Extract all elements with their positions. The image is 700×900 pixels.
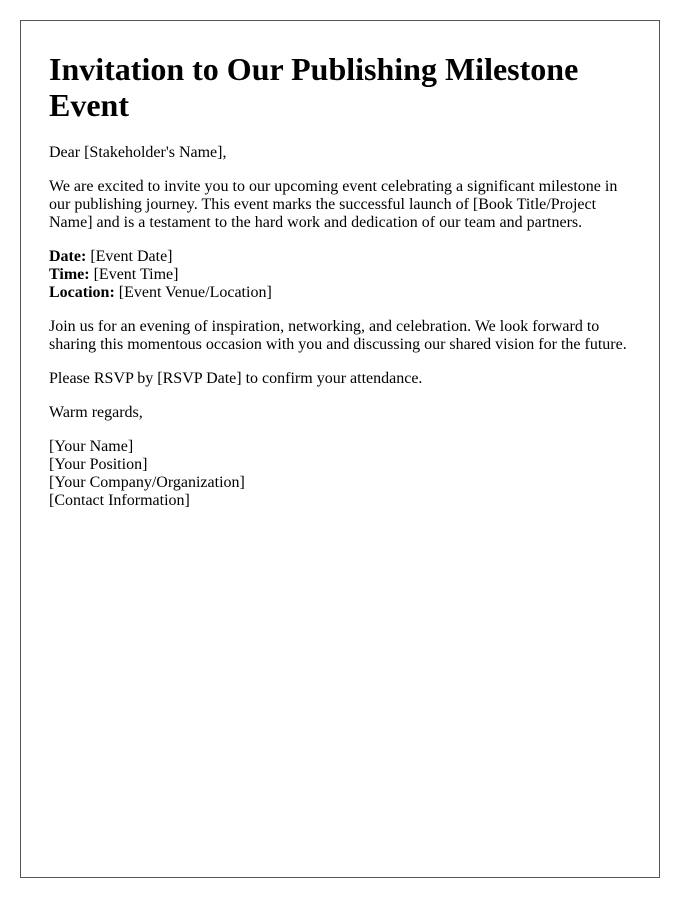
time-label: Time: — [49, 266, 90, 283]
signature-organization: [Your Company/Organization] — [49, 474, 245, 491]
rsvp-paragraph: Please RSVP by [RSVP Date] to confirm your attendance. — [49, 370, 423, 387]
salutation: Dear [Stakeholder's Name], — [49, 144, 227, 161]
date-line — [49, 248, 639, 266]
intro-paragraph: We are excited to invite you to our upcoming event celebrating a significant milestone in our publishing journey. This event marks the successful launch of [Book Title/Project Name] and is a testament to the hard work and dedication of our team and partners. — [49, 178, 618, 231]
signature-name: [Your Name] — [49, 438, 134, 455]
date-value: [Event Date] — [86, 248, 173, 265]
location-label: Location: — [49, 284, 115, 301]
closing: Warm regards, — [49, 404, 143, 421]
letter-content — [49, 51, 639, 526]
signature-position: [Your Position] — [49, 456, 148, 473]
date-label: Date: — [49, 248, 87, 265]
event-details — [49, 248, 639, 302]
location-line — [49, 284, 639, 302]
letter-page — [20, 20, 660, 878]
signature-block — [49, 438, 639, 510]
time-value: [Event Time] — [89, 266, 179, 283]
location-value: [Event Venue/Location] — [114, 284, 272, 301]
body-paragraph: Join us for an evening of inspiration, networking, and celebration. We look forward to sharing this momentous occasion with you and discussing our shared vision for the future. — [49, 318, 627, 353]
letter-title: Invitation to Our Publishing Milestone Event — [49, 51, 579, 123]
time-line — [49, 266, 639, 284]
signature-contact: [Contact Information] — [49, 492, 190, 509]
